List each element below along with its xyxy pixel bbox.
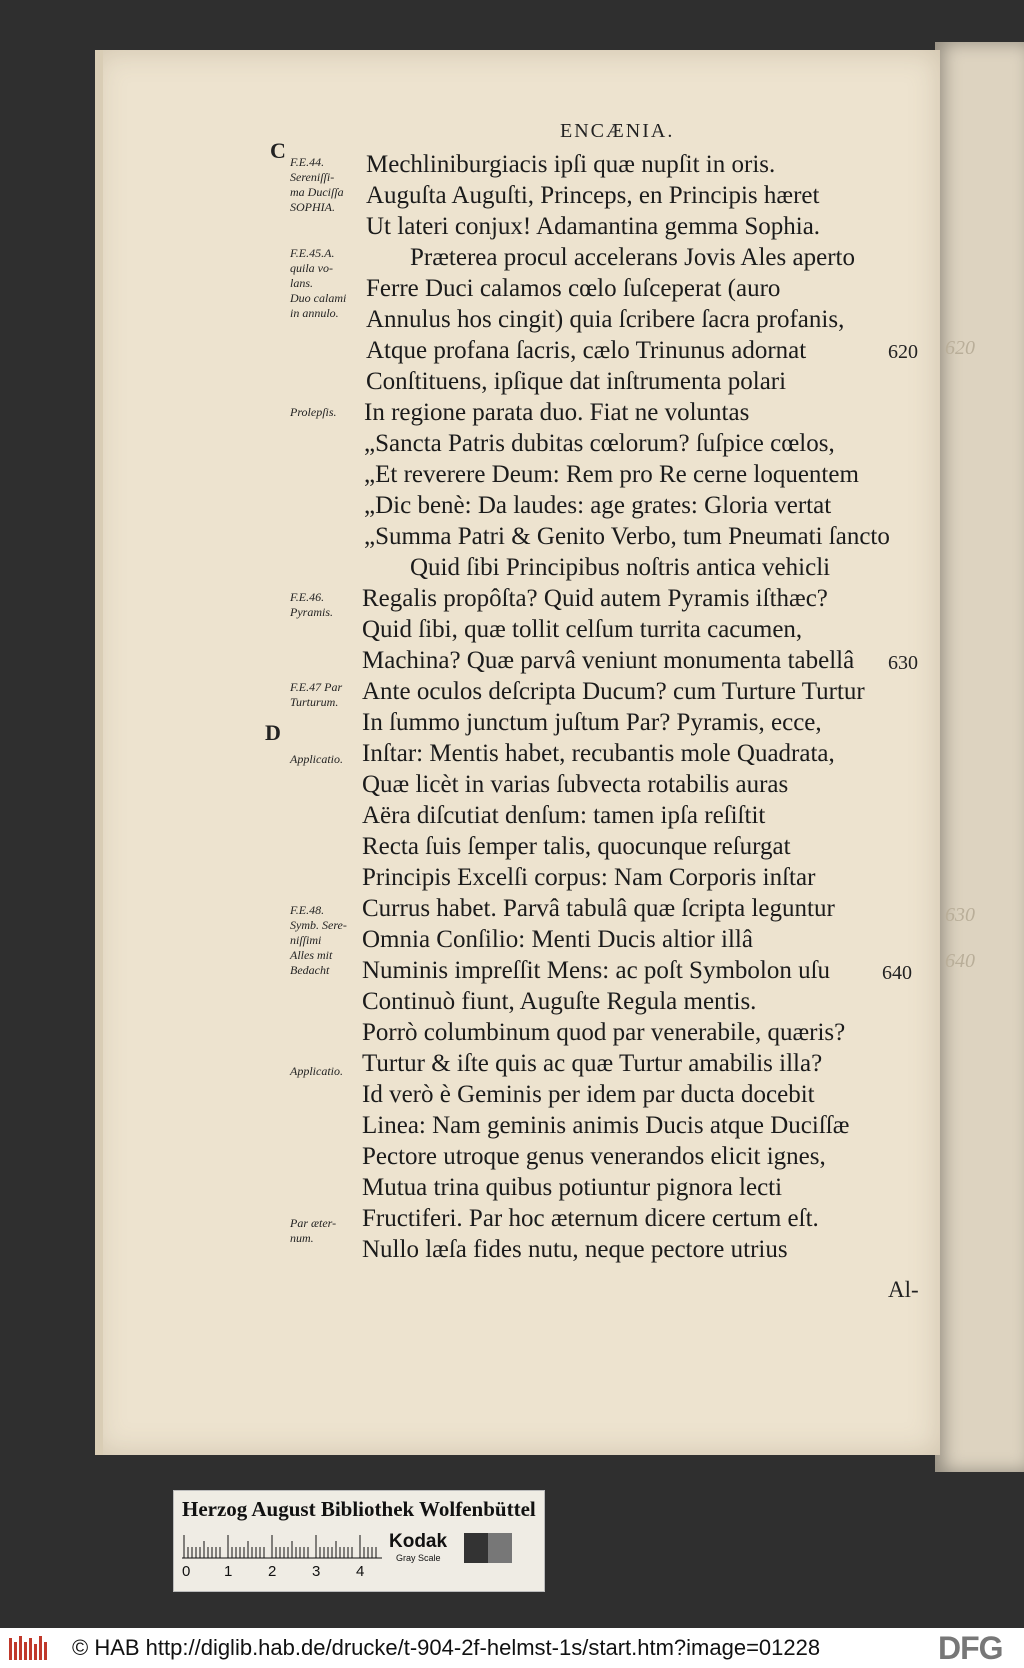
margin-note: F.E.45.A. quila vo- lans. Duo calami in annulo. (290, 246, 347, 320)
text-line: Atque profana ſacris, cælo Trinunus adornat (366, 337, 807, 364)
text-line: Porrò columbinum quod par venerabile, quæris? (362, 1019, 846, 1046)
text-line: Ante oculos deſcripta Ducum? cum Turture Turtur (362, 678, 865, 705)
library-title: Herzog August Bibliothek Wolfenbüttel (182, 1497, 536, 1521)
section-mark-c: C (270, 138, 286, 163)
text-line: Continuò fiunt, Auguſte Regula mentis. (362, 988, 757, 1015)
text-line: Principis Excelſi corpus: Nam Corporis inſtar (362, 864, 816, 891)
margin-note: F.E.46. Pyramis. (290, 590, 333, 619)
text-line: In ſummo junctum juſtum Par? Pyramis, ecce, (362, 709, 822, 736)
text-line: Recta ſuis ſemper talis, quocunque reſurgat (362, 833, 791, 860)
section-mark-d: D (265, 720, 281, 745)
margin-note: Applicatio. (290, 752, 343, 766)
margin-note: F.E.44. Sereniſſi- ma Duciſſa SOPHIA. (290, 155, 344, 214)
gray-scale-patch (464, 1533, 512, 1563)
ruler-icon (182, 1531, 382, 1559)
line-number: 640 (882, 962, 912, 984)
text-line: Omnia Conſilio: Menti Ducis altior illâ (362, 926, 753, 953)
margin-note: F.E.47 Par Turturum. (290, 680, 343, 709)
kodak-brand: Kodak (389, 1531, 448, 1552)
text-line: Currus habet. Parvâ tabulâ quæ ſcripta leguntur (362, 895, 835, 922)
text-line: Conſtituens, ipſique dat inſtrumenta polari (366, 368, 787, 395)
library-logo-icon (8, 1634, 52, 1662)
text-line: Turtur & iſte quis ac quæ Turtur amabilis illa? (362, 1050, 823, 1077)
text-line: Pectore utroque genus venerandos elicit ignes, (362, 1143, 826, 1170)
ruler-number: 0 (182, 1563, 191, 1580)
line-number: 620 (888, 341, 918, 363)
text-line: „Dic benè: Da laudes: age grates: Gloria vertat (364, 492, 832, 519)
text-line: Auguſta Auguſti, Princeps, en Principis hæret (366, 182, 820, 209)
ruler-number: 2 (268, 1563, 277, 1580)
text-line: Aëra diſcutiat denſum: tamen ipſa reſiſtit (362, 802, 766, 829)
text-line: Linea: Nam geminis animis Ducis atque Duciſſæ (362, 1112, 850, 1139)
text-line: Mechliniburgiacis ipſi quæ nupſit in oris. (366, 151, 776, 178)
text-line: „Sancta Patris dubitas cœlorum? ſuſpice cœlos, (364, 430, 835, 457)
text-line: Regalis propôſta? Quid autem Pyramis iſthæc? (362, 585, 828, 612)
text-line: Annulus hos cingit) quia ſcribere ſacra profanis, (366, 306, 845, 333)
text-line: Nullo læſa fides nutu, neque pectore utrius (362, 1236, 788, 1263)
ruler-number: 3 (312, 1563, 321, 1580)
text-line: Quæ licèt in varias ſubvecta rotabilis auras (362, 771, 789, 798)
text-line: „Et reverere Deum: Rem pro Re cerne loquentem (364, 461, 859, 488)
text-line: Id verò è Geminis per idem par ducta docebit (362, 1081, 815, 1108)
library-label-card (173, 1490, 545, 1592)
ghost-line-number: 630 (945, 904, 975, 926)
text-line: Quid ſibi, quæ tollit celſum turrita cacumen, (362, 616, 803, 643)
margin-note: Prolepſis. (290, 405, 337, 419)
running-header: ENCÆNIA. (560, 120, 675, 142)
text-line: Mutua trina quibus potiuntur pignora lecti (362, 1174, 783, 1201)
text-line: In regione parata duo. Fiat ne voluntas (364, 399, 750, 426)
text-line: Inſtar: Mentis habet, recubantis mole Quadrata, (362, 740, 835, 767)
text-line: „Summa Patri & Genito Verbo, tum Pneumati ſancto (364, 523, 890, 550)
page-edge (95, 50, 103, 1455)
margin-note: Par æter- num. (290, 1216, 337, 1245)
dfg-logo: DFG (938, 1630, 1003, 1666)
ghost-line-number: 620 (945, 337, 975, 359)
catchword: Al- (888, 1277, 919, 1302)
text-line: Præterea procul accelerans Jovis Ales aperto (410, 244, 855, 271)
ghost-line-number: 640 (945, 950, 975, 972)
margin-note: F.E.48. Symb. Sere- niſſimi Alles mit Bedacht (290, 903, 347, 977)
ruler-number: 1 (224, 1563, 233, 1580)
margin-note: Applicatio. (290, 1064, 343, 1078)
text-line: Ut lateri conjux! Adamantina gemma Sophia. (366, 213, 821, 240)
footer-bar (0, 1628, 1024, 1668)
text-line: Machina? Quæ parvâ veniunt monumenta tabellâ (362, 647, 855, 674)
text-line: Ferre Duci calamos cœlo ſuſceperat (auro (366, 275, 781, 302)
adjacent-page (935, 42, 1024, 1472)
line-number: 630 (888, 652, 918, 674)
ruler-number: 4 (356, 1563, 365, 1580)
text-line: Numinis impreſſit Mens: ac poſt Symbolon uſu (362, 957, 831, 984)
gray-scale-label: Gray Scale (396, 1553, 441, 1563)
text-line: Quid ſibi Principibus noſtris antica vehicli (410, 554, 831, 581)
footer-credit[interactable]: © HAB http://diglib.hab.de/drucke/t-904-2f-helmst-1s/start.htm?image=01228 (72, 1635, 821, 1660)
text-line: Fructiferi. Par hoc æternum dicere certum eſt. (362, 1205, 819, 1232)
